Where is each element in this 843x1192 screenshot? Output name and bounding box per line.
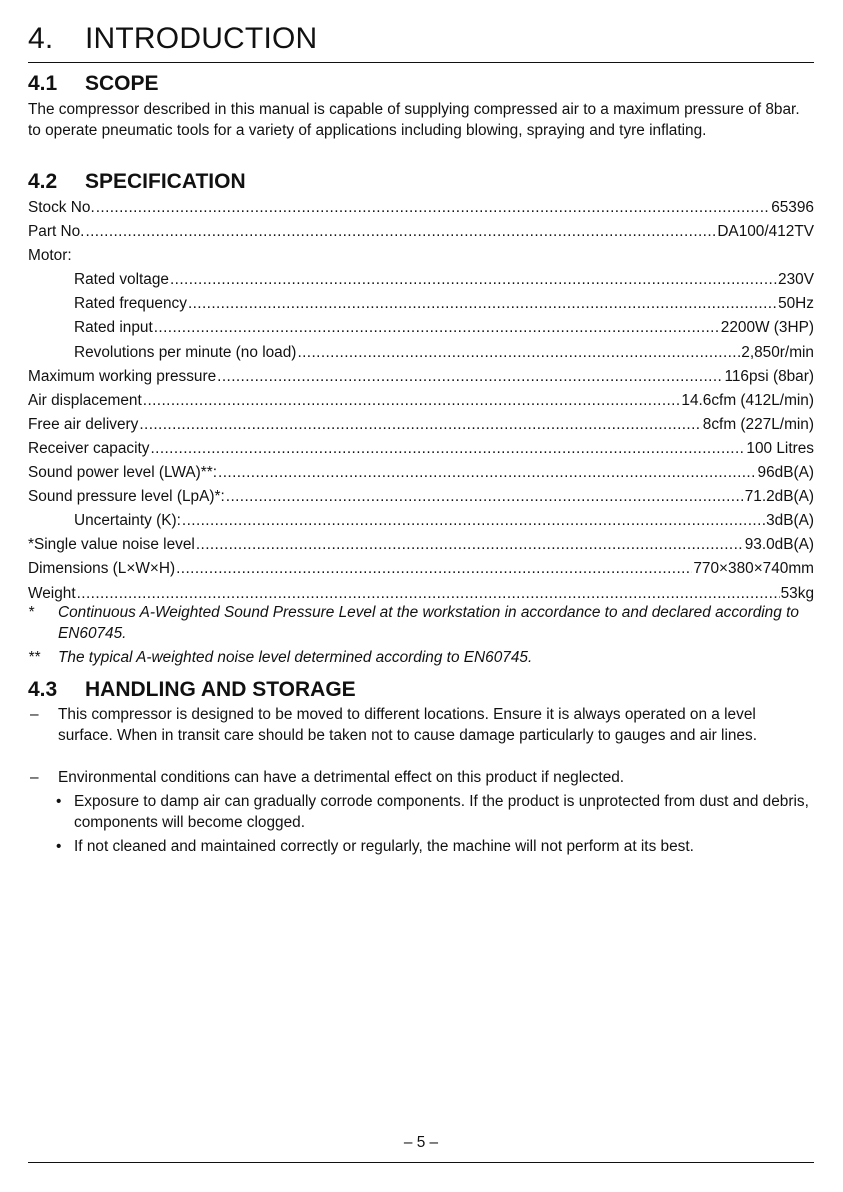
spec-label: Rated voltage (74, 271, 169, 289)
section-heading-handling (28, 678, 356, 702)
dot-leader (96, 196, 770, 220)
spec-label: Revolutions per minute (no load) (74, 343, 297, 361)
spec-value: 65396 (771, 199, 814, 216)
dash-bullet: – (30, 769, 39, 786)
section-title: SPECIFICATION (85, 170, 246, 193)
spec-value: 53kg (780, 584, 814, 602)
spec-row (28, 485, 814, 509)
footnote-text: The typical A-weighted noise level determined according to EN60745. (58, 649, 533, 666)
dot-leader (218, 461, 756, 485)
footnote-single-asterisk (28, 603, 814, 644)
spec-value: 71.2dB(A) (744, 488, 814, 506)
header-rule (28, 62, 814, 63)
dot-leader (150, 437, 745, 461)
section-title: SCOPE (85, 72, 159, 95)
list-item (28, 768, 814, 789)
spec-value: 100 Litres (746, 439, 814, 457)
spec-row (28, 557, 814, 581)
spec-label: Part No. (28, 223, 85, 241)
section-title: HANDLING AND STORAGE (85, 678, 356, 701)
spec-row (28, 196, 814, 220)
sub-list-item-text: If not cleaned and maintained correctly or regularly, the machine will not perform at its best. (74, 838, 694, 855)
section-heading-scope (28, 72, 159, 96)
dot-leader (188, 292, 777, 316)
spec-label: Maximum working pressure (28, 367, 217, 385)
chapter-number: 4. (28, 22, 54, 55)
dot-leader (176, 557, 692, 581)
spec-label: Free air delivery (28, 415, 139, 433)
bullet-icon: • (56, 793, 62, 810)
spec-row (28, 389, 814, 413)
spec-value: 50Hz (778, 295, 814, 313)
spec-value: DA100/412TV (717, 223, 814, 241)
spec-row (28, 582, 814, 606)
spec-value: 2200W (3HP) (720, 319, 814, 337)
list-item-text: This compressor is designed to be moved to different locations. Ensure it is always operated on a level surface. When in transit care should be taken not to cause damage particularly to gauges and air lines. (58, 706, 757, 744)
spec-row (28, 268, 814, 292)
dot-leader (77, 582, 780, 606)
chapter-title-text: INTRODUCTION (85, 22, 318, 55)
spec-value: 2,850r/min (741, 343, 814, 361)
spec-label: Rated input (74, 319, 153, 337)
spec-row (28, 365, 814, 389)
spec-label: Dimensions (L×W×H) (28, 560, 176, 578)
sub-list-item-text: Exposure to damp air can gradually corrode components. If the product is unprotected from dust and debris, components will become clogged. (74, 793, 809, 831)
spec-value: 116psi (8bar) (724, 367, 814, 385)
chapter-title (28, 22, 317, 56)
dot-leader (143, 389, 681, 413)
sub-list-item (28, 792, 814, 833)
spec-label: Stock No. (28, 199, 95, 216)
dot-leader (170, 268, 777, 292)
list-item (28, 705, 814, 746)
dot-leader (85, 220, 716, 244)
dot-leader (217, 365, 723, 389)
spec-value: 3dB(A) (766, 512, 814, 530)
spec-row (28, 461, 814, 485)
spec-label: Sound power level (LWA)**: (28, 464, 218, 482)
footnote-double-asterisk (28, 648, 814, 669)
dot-leader (182, 509, 765, 533)
spec-row (28, 509, 814, 533)
spec-row (28, 533, 814, 557)
scope-paragraph: The compressor described in this manual is capable of supplying compressed air to a maximum pressure of 8bar. to operate pneumatic tools for a variety of applications including blowing, spraying and tyre inflating. (28, 101, 800, 139)
spec-label: Air displacement (28, 391, 142, 409)
spec-label: *Single value noise level (28, 536, 195, 554)
spec-row (28, 341, 814, 365)
dot-leader (196, 533, 744, 557)
specification-table (28, 196, 814, 606)
spec-row (28, 244, 814, 268)
spec-value: 770×380×740mm (693, 560, 814, 578)
list-item-text: Environmental conditions can have a detrimental effect on this product if neglected. (58, 769, 625, 786)
sub-list-item (28, 837, 814, 858)
spec-row (28, 292, 814, 316)
spec-row (28, 316, 814, 340)
spec-label: Uncertainty (K): (74, 512, 181, 530)
spec-value: 93.0dB(A) (744, 536, 814, 554)
section-number: 4.2 (28, 170, 58, 193)
dot-leader (139, 413, 701, 437)
section-number: 4.3 (28, 678, 58, 701)
spec-row (28, 437, 814, 461)
footer-rule (28, 1162, 814, 1163)
dot-leader (297, 341, 740, 365)
page-number: – 5 – (403, 1134, 439, 1151)
spec-row (28, 220, 814, 244)
manual-page (28, 0, 814, 1192)
spec-label: Sound pressure level (LpA)*: (28, 488, 225, 506)
section-heading-specification (28, 170, 246, 194)
section-number: 4.1 (28, 72, 58, 95)
spec-value: 230V (778, 271, 814, 289)
spec-label: Weight (28, 584, 76, 602)
dot-leader (154, 316, 720, 340)
spec-label: Receiver capacity (28, 439, 150, 457)
spec-value: 14.6cfm (412L/min) (681, 391, 814, 409)
dot-leader (226, 485, 744, 509)
footnote-mark: ** (28, 649, 40, 666)
spec-label: Motor: (28, 247, 72, 265)
dash-bullet: – (30, 706, 39, 723)
bullet-icon: • (56, 838, 62, 855)
footnote-mark: * (28, 604, 34, 621)
spec-value: 8cfm (227L/min) (702, 415, 814, 433)
spec-label: Rated frequency (74, 295, 187, 313)
footnote-text: Continuous A-Weighted Sound Pressure Level at the workstation in accordance to and declared according to EN60745. (58, 604, 799, 642)
spec-value: 96dB(A) (757, 464, 814, 482)
spec-row (28, 413, 814, 437)
